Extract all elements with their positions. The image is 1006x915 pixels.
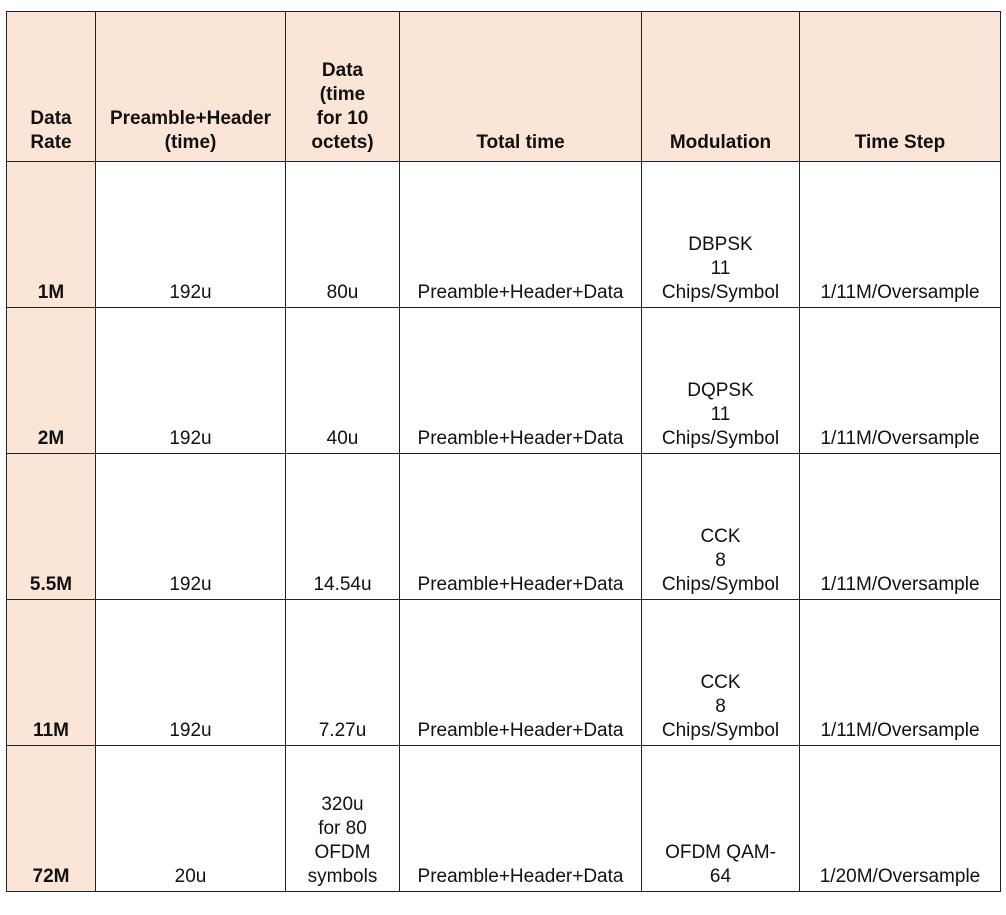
header-row — [7, 12, 1001, 162]
cell-data-rate: 2M — [7, 308, 96, 454]
header-data-rate: Data Rate — [7, 12, 96, 162]
cell-total-time: Preamble+Header+Data — [400, 600, 642, 746]
header-modulation: Modulation — [642, 12, 800, 162]
cell-data-time: 40u — [286, 308, 400, 454]
cell-modulation: CCK 8 Chips/Symbol — [642, 454, 800, 600]
cell-data-time: 320u for 80 OFDM symbols — [286, 746, 400, 892]
cell-preamble-header: 192u — [96, 162, 286, 308]
cell-preamble-header: 192u — [96, 308, 286, 454]
cell-modulation: CCK 8 Chips/Symbol — [642, 600, 800, 746]
cell-modulation: DQPSK 11 Chips/Symbol — [642, 308, 800, 454]
table-row — [7, 454, 1001, 600]
header-data-time: Data (time for 10 octets) — [286, 12, 400, 162]
cell-data-time: 7.27u — [286, 600, 400, 746]
header-preamble-header: Preamble+Header (time) — [96, 12, 286, 162]
cell-data-time: 14.54u — [286, 454, 400, 600]
header-total-time: Total time — [400, 12, 642, 162]
cell-modulation: DBPSK 11 Chips/Symbol — [642, 162, 800, 308]
header-time-step: Time Step — [800, 12, 1001, 162]
cell-data-rate: 72M — [7, 746, 96, 892]
cell-total-time: Preamble+Header+Data — [400, 162, 642, 308]
table-row — [7, 746, 1001, 892]
cell-total-time: Preamble+Header+Data — [400, 454, 642, 600]
cell-total-time: Preamble+Header+Data — [400, 308, 642, 454]
data-rate-table — [6, 11, 1001, 892]
cell-total-time: Preamble+Header+Data — [400, 746, 642, 892]
table-row — [7, 162, 1001, 308]
cell-preamble-header: 192u — [96, 454, 286, 600]
cell-data-rate: 5.5M — [7, 454, 96, 600]
table-row — [7, 600, 1001, 746]
cell-data-rate: 11M — [7, 600, 96, 746]
cell-preamble-header: 20u — [96, 746, 286, 892]
cell-time-step: 1/11M/Oversample — [800, 162, 1001, 308]
table-row — [7, 308, 1001, 454]
cell-time-step: 1/20M/Oversample — [800, 746, 1001, 892]
cell-modulation: OFDM QAM- 64 — [642, 746, 800, 892]
cell-data-rate: 1M — [7, 162, 96, 308]
cell-preamble-header: 192u — [96, 600, 286, 746]
cell-time-step: 1/11M/Oversample — [800, 600, 1001, 746]
cell-time-step: 1/11M/Oversample — [800, 454, 1001, 600]
cell-time-step: 1/11M/Oversample — [800, 308, 1001, 454]
cell-data-time: 80u — [286, 162, 400, 308]
